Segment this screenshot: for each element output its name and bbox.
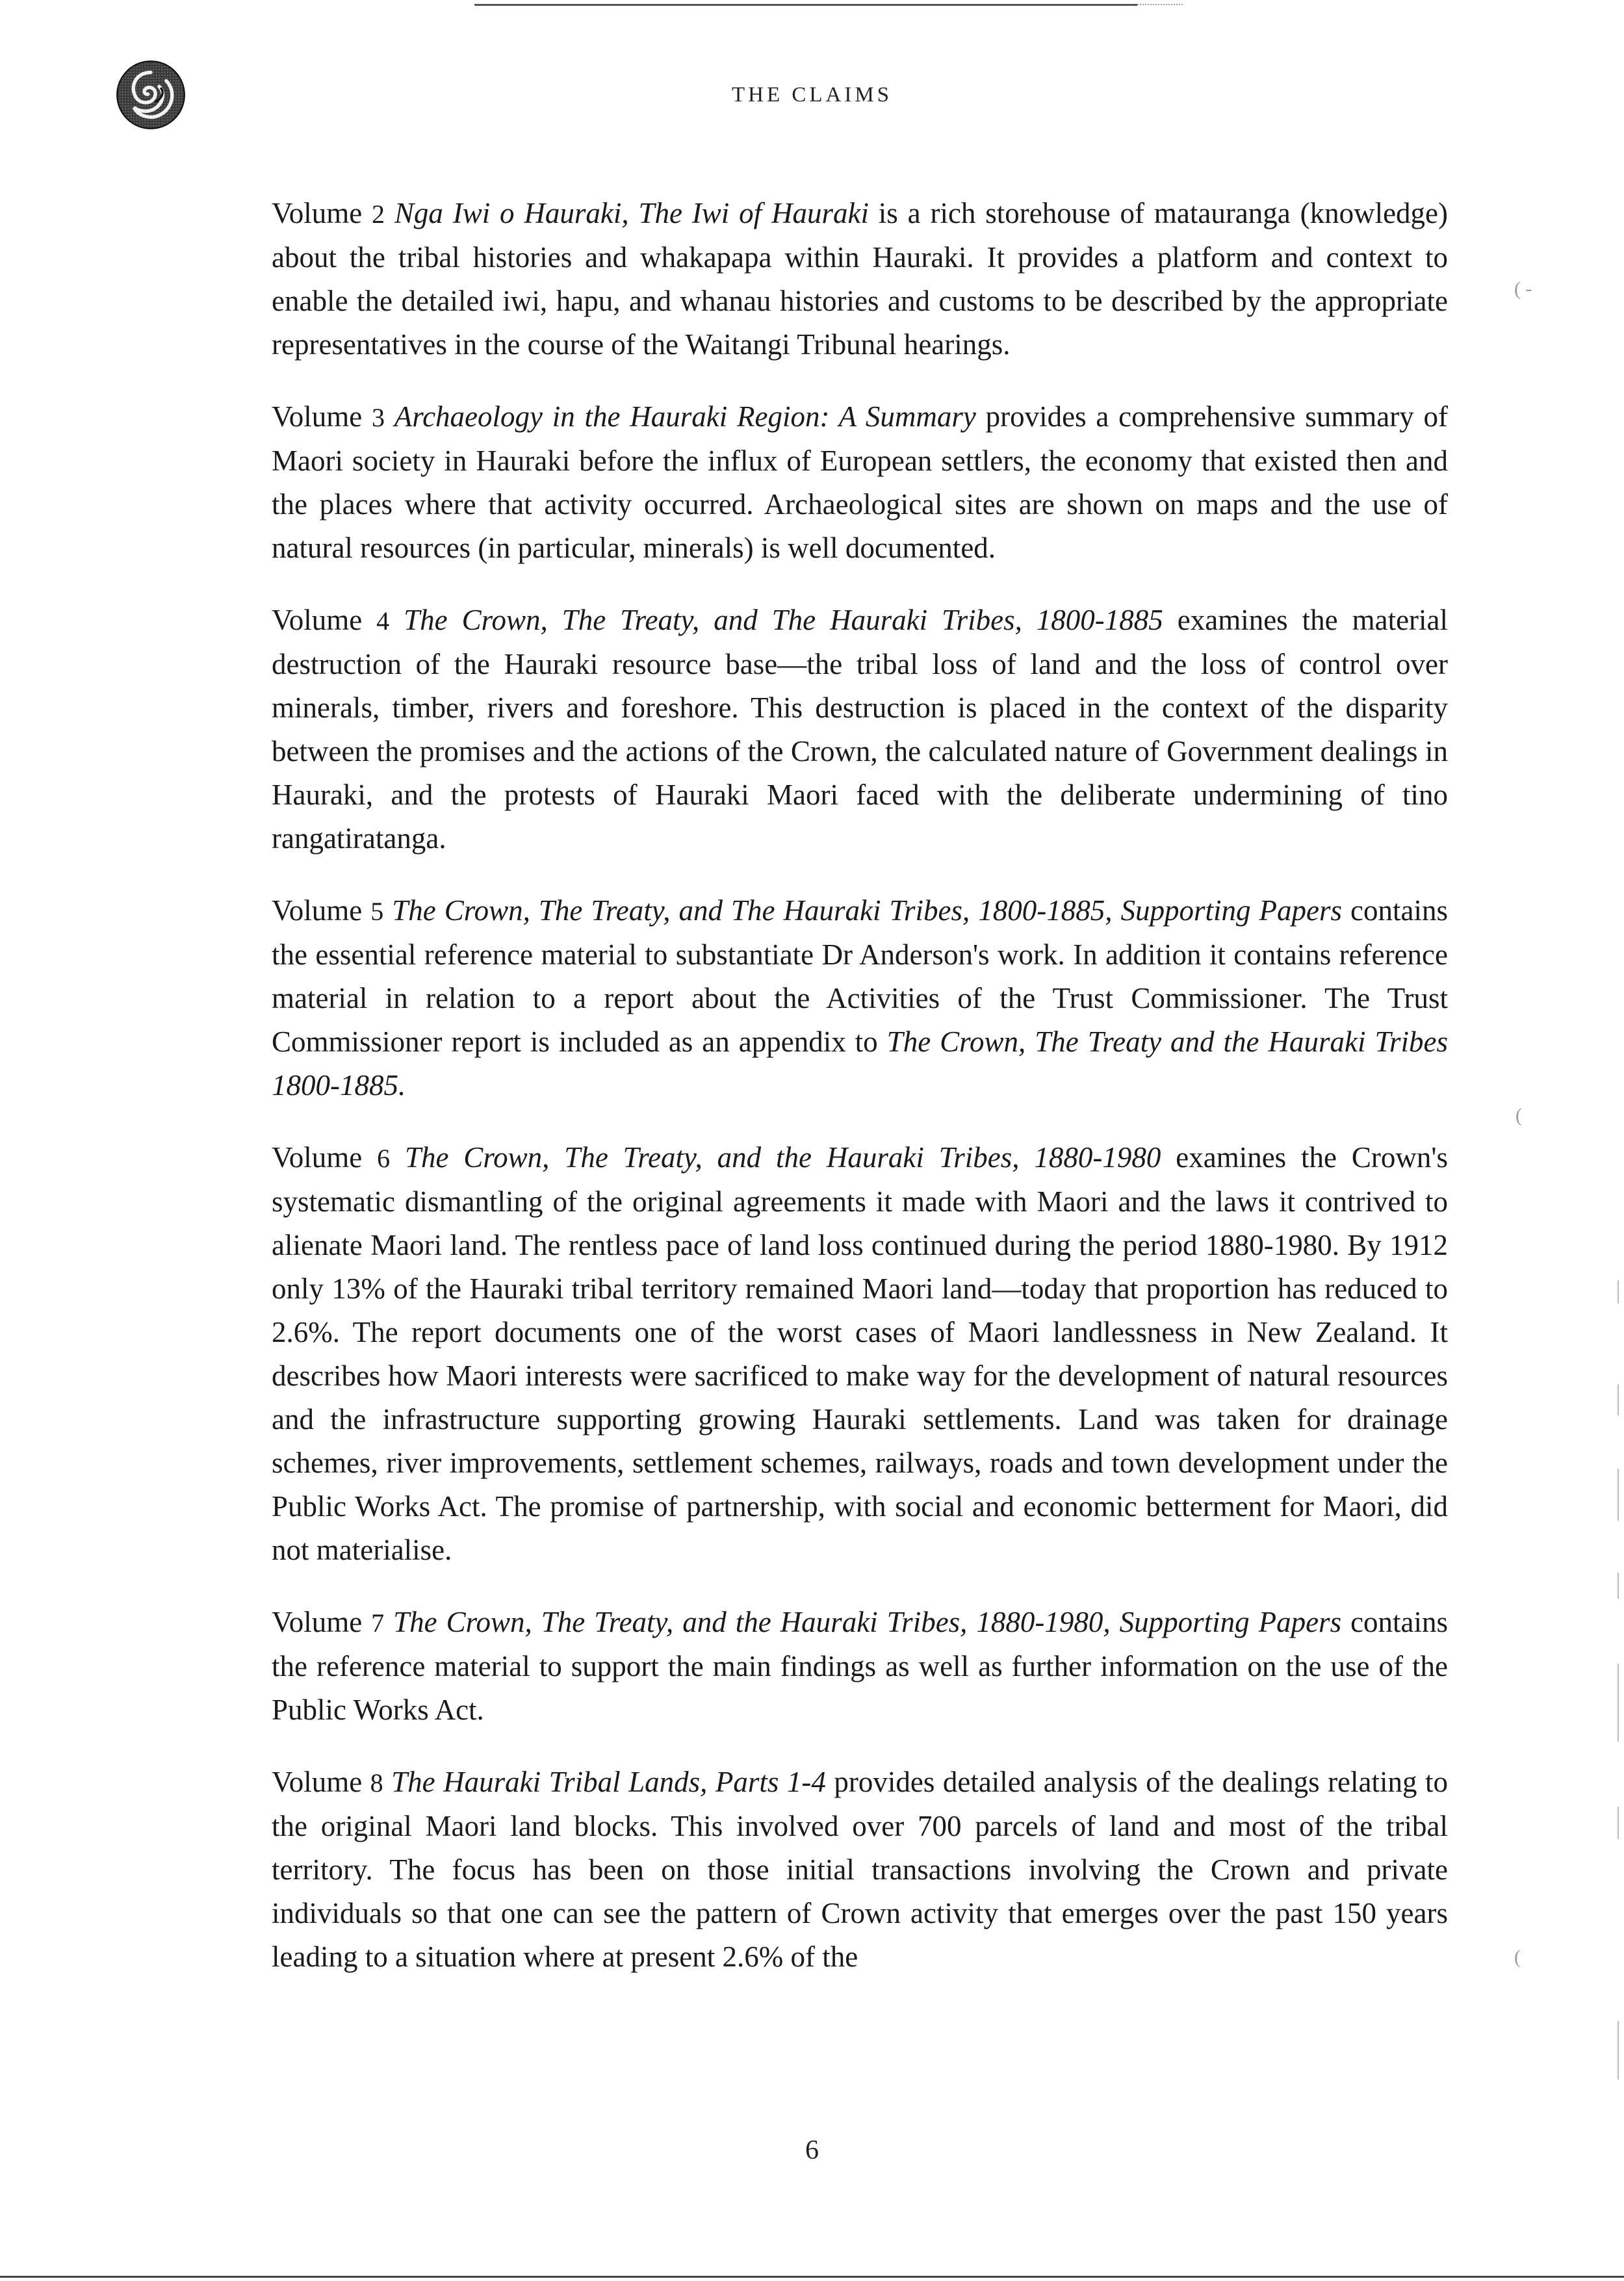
volume-entry-5: [272, 889, 1448, 1107]
volume-number: 6: [377, 1144, 391, 1173]
volume-title: Nga Iwi o Hauraki, The Iwi of Hauraki: [394, 197, 869, 229]
main-content: [272, 192, 1448, 2007]
volume-label: Volume: [272, 604, 363, 636]
scan-edge-mark: [1618, 1384, 1619, 1415]
margin-mark: (: [1515, 1105, 1522, 1126]
page-number: 6: [805, 2135, 819, 2165]
volume-label: Volume: [272, 197, 363, 229]
volume-label: Volume: [272, 1606, 363, 1638]
running-head: THE CLAIMS: [731, 83, 893, 107]
volume-description: examines the material destruction of the Hauraki resource base—the tribal loss of land and the loss of control over minerals, timber, rivers and foreshore. This destruction is placed in the context of the disparity between the promises and the actions of the Crown, the calculated nature of Government dealings in Hauraki, and the protests of Hauraki Maori faced with the deliberate undermining of tino rangatiratanga.: [272, 604, 1449, 855]
volume-description: contains the essential reference material to substantiate Dr Anderson's work. In addition it contains reference material in relation to a report about the Activities of the Trust Commissioner. The Trust Commissioner report is included as an appendix to: [272, 894, 1449, 1058]
volume-entry-6: [272, 1136, 1448, 1572]
volume-entry-2: [272, 192, 1448, 367]
volume-description: provides detailed analysis of the dealings relating to the original Maori land blocks. This involved over 700 parcels of land and most of the tribal territory. The focus has been on those initial transactions involving the Crown and private individuals so that one can see the pattern of Crown activity that emerges over the past 150 years leading to a situation where at present 2.6% of the: [272, 1766, 1448, 1973]
volume-entry-4: [272, 599, 1448, 860]
scan-edge-mark: [1618, 1573, 1619, 1599]
volume-description: contains the reference material to support the main findings as well as further information on the use of the Public Works Act.: [272, 1606, 1449, 1726]
volume-title: Archaeology in the Hauraki Region: A Summary: [394, 400, 976, 433]
volume-description: examines the Crown's systematic dismantling of the original agreements it made with Maori and the laws it contrived to alienate Maori land. The rentless pace of land loss continued during the period 1880-1980. By 1912 only 13% of the Hauraki tribal territory remained Maori land—today that proportion has reduced to 2.6%. The report documents one of the worst cases of Maori landlessness in New Zealand. It describes how Maori interests were sacrificed to make way for the development of natural resources and the infrastructure supporting growing Hauraki settlements. Land was taken for drainage schemes, river improvements, settlement schemes, railways, roads and town development under the Public Works Act. The promise of partnership, with social and economic betterment for Maori, did not materialise.: [272, 1141, 1449, 1566]
volume-label: Volume: [272, 1141, 363, 1174]
volume-description: provides a comprehensive summary of Maori society in Hauraki before the influx of European settlers, the economy that existed then and the places where that activity occurred. Archaeological sites are shown on maps and the use of natural resources (in particular, minerals) is well documented.: [272, 400, 1449, 564]
volume-title: The Crown, The Treaty, and the Hauraki Tribes, 1880-1980, Supporting Papers: [393, 1606, 1342, 1638]
volume-number: 4: [376, 606, 390, 636]
volume-label: Volume: [272, 400, 363, 433]
volume-title: The Crown, The Treaty, and The Hauraki Tribes, 1800-1885, Supporting Papers: [392, 894, 1343, 927]
volume-entry-7: [272, 1601, 1448, 1732]
top-rule-dotted: [1137, 4, 1183, 5]
scan-edge-mark: [1618, 1664, 1619, 1742]
volume-number: 2: [372, 200, 385, 229]
volume-entry-3: [272, 395, 1448, 570]
volume-label: Volume: [272, 1766, 363, 1798]
scan-edge-mark: [1618, 1280, 1619, 1304]
volume-appendix-title: The Crown, The Treaty and the Hauraki Tribes 1800-1885.: [272, 1025, 1448, 1102]
volume-number: 3: [371, 403, 385, 432]
volume-title: The Crown, The Treaty, and The Hauraki Tribes, 1800-1885: [404, 604, 1163, 636]
volume-number: 8: [370, 1768, 383, 1798]
volume-entry-8: [272, 1760, 1448, 1979]
scan-edge-mark: [1618, 1469, 1619, 1521]
margin-mark: ( -: [1514, 278, 1532, 300]
scan-edge-mark: [1618, 2021, 1619, 2080]
margin-mark: (: [1514, 1946, 1521, 1968]
volume-description: is a rich storehouse of matauranga (knowledge) about the tribal histories and whakapapa within Hauraki. It provides a platform and context to enable the detailed iwi, hapu, and whanau histories and customs to be described by the appropriate representatives in the course of the Waitangi Tribunal hearings.: [272, 197, 1449, 361]
volume-title: The Crown, The Treaty, and the Hauraki Tribes, 1880-1980: [404, 1141, 1161, 1174]
bottom-rule: [0, 2276, 1624, 2278]
top-rule: [474, 4, 1137, 6]
volume-label: Volume: [272, 894, 363, 927]
volume-title: The Hauraki Tribal Lands, Parts 1-4: [391, 1766, 826, 1798]
scan-edge-mark: [1618, 1807, 1619, 1839]
volume-number: 7: [371, 1608, 385, 1638]
volume-number: 5: [370, 897, 384, 926]
